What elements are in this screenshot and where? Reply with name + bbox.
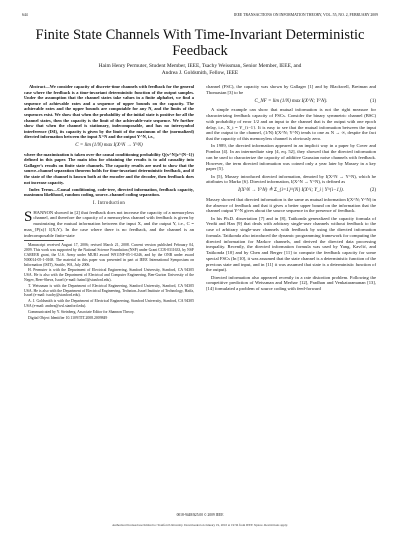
equation-2 bbox=[206, 188, 376, 194]
author-block bbox=[22, 63, 378, 77]
equation-1 bbox=[206, 99, 376, 105]
abstract-equation: C = lim (1/N) max I(X^N → Y^N) bbox=[75, 142, 143, 148]
equation-2-body: I(X^N → Y^N) ≜ Σ_{i=1}^{N} I(X^i; Y_i | Y^{i−1}). bbox=[238, 188, 344, 193]
license-notice: Authorized licensed use limited to: Stanford University. Downloaded on January 19, 2010 at 19:36 from IEEE Xplore. Restrictions apply. bbox=[112, 523, 288, 527]
footnote-communicated: Communicated by Y. Steinberg, Associate Editor for Shannon Theory. bbox=[28, 309, 135, 314]
paragraph: In his Ph.D. dissertation [7] and in [8], Tatikonda generalized the capacity formula of Verdú and Han [9] that deals with arbitrary single-user channels without feedback to the case of arbitrary single-user channels with feedback by using the directed information formula. Tatikonda also introduced the dynamic programming framework for computing the directed information for Markov channels, and derived the directed data processing inequality. Recently, the directed information formula was used by Yang, Kavčić, and Tatikonda [10] and by Chen and Berger [11] to compute the feedback capacity for some special FSCs (In [10], it was assumed that the state channel is a deterministic function of the previous state and input, and in [11] it was assumed that state is a deterministic function of the output). bbox=[206, 215, 376, 273]
paragraph: In 1989, the directed information appeared in an implicit way in a paper by Cover and Pombra [4]. In an intermediate step [4, eq. 52], they showed that the directed information can be used to characterize the capacity of additive Gaussian noise channels with feedback. However, the term directed information was coined only a year later by Massey in a key paper [5]. bbox=[206, 143, 376, 172]
right-column bbox=[206, 84, 376, 293]
page-number: 644 bbox=[22, 13, 28, 17]
abstract-text: Abstract—We consider capacity of discrete-time channels with feedback for the general case where the feedback is a time-invariant deterministic function of the output samples. Under the assumption that the channel states take values in a finite alphabet, we find a sequence of achievable rates and a sequence of upper bounds on the capacity. The achievable rates and the upper bounds are computable for any N, and the limits of the sequences exist. We show that when the probability of the initial state is positive for all the channel states, then the capacity is the limit of the achievable-rate sequence. We further show that when the channel is stationary, indecomposable, and has no intersymbol interference (ISI), its capacity is given by the limit of the maximum of the (normalized) directed information between the input X^N and the output Y^N, i.e., bbox=[24, 84, 194, 140]
abstract bbox=[24, 84, 194, 198]
footnote-rule bbox=[24, 240, 64, 241]
paragraph: channel (FSC), the capacity was shown by Gallager [1] and by Blackwell, Breiman and Thomasian [3] to be bbox=[206, 84, 376, 95]
paper-title: Finite State Channels With Time-Invariant Deterministic Feedback bbox=[35, 27, 365, 59]
section-heading: I. Introduction bbox=[92, 200, 126, 206]
paragraph: Directed information also appeared recently in a rate distortion problem. Following the competitive prediction of Weissman and Merhav [12], Pradhan and Venkataramanan [13], [14] formulated a problem of source coding with feed-forward bbox=[206, 274, 376, 291]
running-header bbox=[22, 13, 378, 17]
intro-text: HANNON showed in [2] that feedback does not increase the capacity of a memoryless channel, and therefore the capacity of a memoryless channel with feedback is given by maximizing the mutual information between the input X, and the output Y, i.e., C = max_{P(x)} I(X;Y). In the case where there is no feedback, and the channel is an indecomposable finite-state bbox=[24, 209, 194, 238]
index-terms: Index Terms—Causal conditioning, code-tree, directed information, feedback capacity, maximum likelihood, random coding, source–channel coding separation. bbox=[24, 186, 194, 198]
footnotes bbox=[24, 243, 194, 320]
drop-cap: S bbox=[24, 208, 33, 225]
paragraph: Massey showed that directed information is the same as mutual information I(X^N; Y^N) in the absence of feedback and that it gives a better upper bound on the information that the channel output Y^N gives about the source sequence in the presence of feedback. bbox=[206, 196, 376, 214]
authors-line-1: Haim Henry Permuter, Student Member, IEEE, Tsachy Weissman, Senior Member, IEEE, and bbox=[98, 63, 302, 69]
copyright-line: 0018-9448/$25.00 © 2009 IEEE bbox=[176, 513, 224, 517]
footnote-doi: Digital Object Identifier 10.1109/TIT.2008.2009849 bbox=[28, 315, 108, 320]
paragraph: In [5], Massey introduced directed information, denoted by I(X^N → Y^N), which he attributes to Marko [6]. Directed information, I(X^N → Y^N), is defined as bbox=[206, 173, 376, 185]
footnote-goldsmith: A. J. Goldsmith is with the Department of Electrical Engineering, Stanford University, Stanford, CA 94305 USA (e-mail: andrea@wsl.stanford.edu). bbox=[24, 299, 194, 308]
intro-paragraph bbox=[24, 210, 194, 239]
footnote-manuscript: Manuscript received August 17, 2006; revised March 21, 2008. Current version published February 04, 2009. This work was supported by the National Science Foundation (NSF) under Grant CCR-0311633, by NSF CAREER grant, the U.S. Army under MURI award W911NF-05-1-0246, and by the ONR under award N00014-05-1-0168. The material in this paper was presented in part at IEEE International Symposium on Information (ISIT), Seattle, WA, July 2006. bbox=[24, 243, 194, 267]
left-column bbox=[24, 84, 194, 321]
equation-2-number: (2) bbox=[370, 188, 376, 193]
journal-name: IEEE TRANSACTIONS ON INFORMATION THEORY, VOL. 55, NO. 2, FEBRUARY 2009 bbox=[234, 13, 378, 17]
equation-1-body: C_NF = lim (1/N) max I(X^N; Y^N). bbox=[254, 98, 328, 104]
footnote-permuter: H. Permuter is with the Department of Electrical Engineering, Stanford University, Stanford, CA 94305 USA. He is also with the Department of Electrical and Computer Engineering, Ben-Gurion University of the Negev, Beer-Sheva, Israel (e-mail: haim1@stanford.edu). bbox=[24, 268, 194, 283]
equation-1-number: (1) bbox=[370, 98, 376, 104]
authors-line-2: Andrea J. Goldsmith, Fellow, IEEE bbox=[161, 69, 239, 76]
paragraph: A simple example can show that mutual information is not the right measure for characterizing feedback capacity of FSCs. Consider the binary symmetric channel (BSC) with probability of error 1/2 and an input to the channel that is the output with one epoch delay, i.e., X_i = Y_{i−1}. It is easy to see that the mutual information between the input and the output to the channel, (1/N) I(X^N; Y^N) tends to one as N → ∞, despite the fact that the capacity of this memoryless channel is obviously zero. bbox=[206, 107, 376, 141]
footnote-weissman: T. Weissman is with the Department of Electrical Engineering, Stanford University, Stanford, CA 94305 USA. He is also with the Department of Electrical Engineering, Technion–Israel Institute of Technology, Haifa, Israel (e-mail: tsachy@stanford.edu). bbox=[24, 283, 194, 298]
abstract-continued: where the maximization is taken over the causal conditioning probability Q(x^N||z^{N−1}) defined in this paper. The main idea for obtaining the results is to add causality into Gallager's results on finite state channels. The capacity results are used to show that the source–channel separation theorem holds for time-invariant deterministic feedback, and if the state of the channel is known both at the encoder and the decoder, then feedback does not increase capacity. bbox=[24, 151, 194, 185]
